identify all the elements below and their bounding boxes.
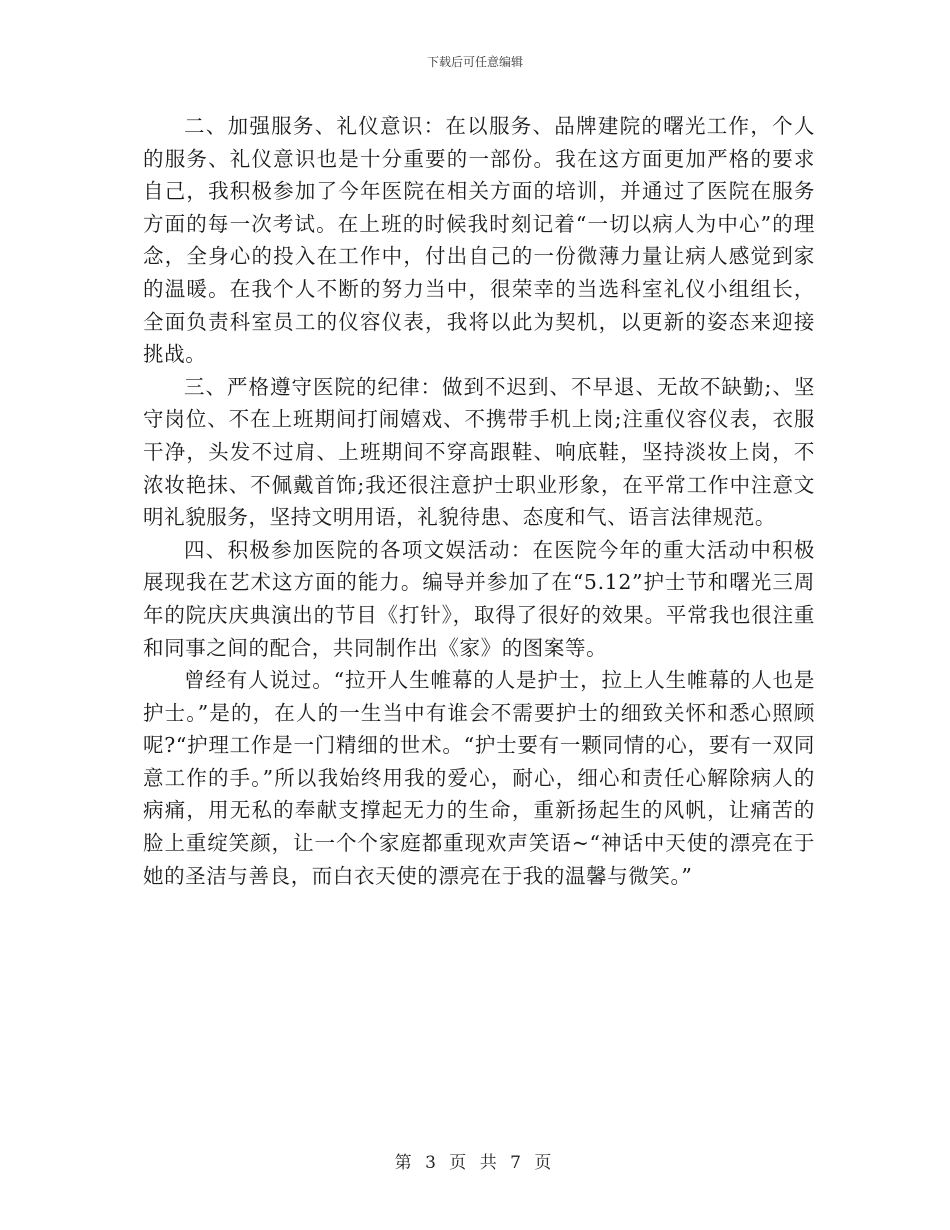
- paragraph-discipline: 三、严格遵守医院的纪律：做到不迟到、不早退、无故不缺勤;、坚守岗位、不在上班期间打闹嬉戏、不携带手机上岗;注重仪容仪表，衣服干净，头发不过肩、上班期间不穿高跟鞋、响底鞋，坚持淡妆上岗，不浓妆艳抹、不佩戴首饰;我还很注意护士职业形象，在平常工作中注意文明礼貌服务，坚持文明用语，礼貌待患、态度和气、语言法律规范。: [143, 374, 815, 530]
- paragraph-activities: 四、积极参加医院的各项文娱活动：在医院今年的重大活动中积极展现我在艺术这方面的能力。编导并参加了在“5.12”护士节和曙光三周年的院庆庆典演出的节目《打针》，取得了很好的效果。平常我也很注重和同事之间的配合，共同制作出《家》的图案等。: [143, 537, 815, 660]
- paragraph-service-etiquette: 二、加强服务、礼仪意识：在以服务、品牌建院的曙光工作，个人的服务、礼仪意识也是十分重要的一部份。我在这方面更加严格的要求自己，我积极参加了今年医院在相关方面的培训，并通过了医院在服务方面的每一次考试。在上班的时候我时刻记着“一切以病人为中心”的理念，全身心的投入在工作中，付出自己的一份微薄力量让病人感觉到家的温暖。在我个人不断的努力当中，很荣幸的当选科室礼仪小组组长，全面负责科室员工的仪容仪表，我将以此为契机，以更新的姿态来迎接挑战。: [143, 114, 815, 367]
- paragraph-closing: 曾经有人说过。“拉开人生帷幕的人是护士，拉上人生帷幕的人也是护士。”是的，在人的一生当中有谁会不需要护士的细致关怀和悉心照顾呢?“护理工作是一门精细的世术。“护士要有一颗同情的心，要有一双同意工作的手。”所以我始终用我的爱心，耐心，细心和责任心解除病人的病痛，用无私的奉献支撑起无力的生命，重新扬起生的风帆，让痛苦的脸上重绽笑颜，让一个个家庭都重现欢声笑语~“神话中天使的漂亮在于她的圣洁与善良，而白衣天使的漂亮在于我的温馨与微笑。”: [143, 668, 815, 888]
- document-body: [143, 110, 815, 892]
- page-header-note: 下载后可任意编辑: [426, 55, 523, 69]
- page-number-footer: 第 3 页 共 7 页: [394, 1153, 556, 1173]
